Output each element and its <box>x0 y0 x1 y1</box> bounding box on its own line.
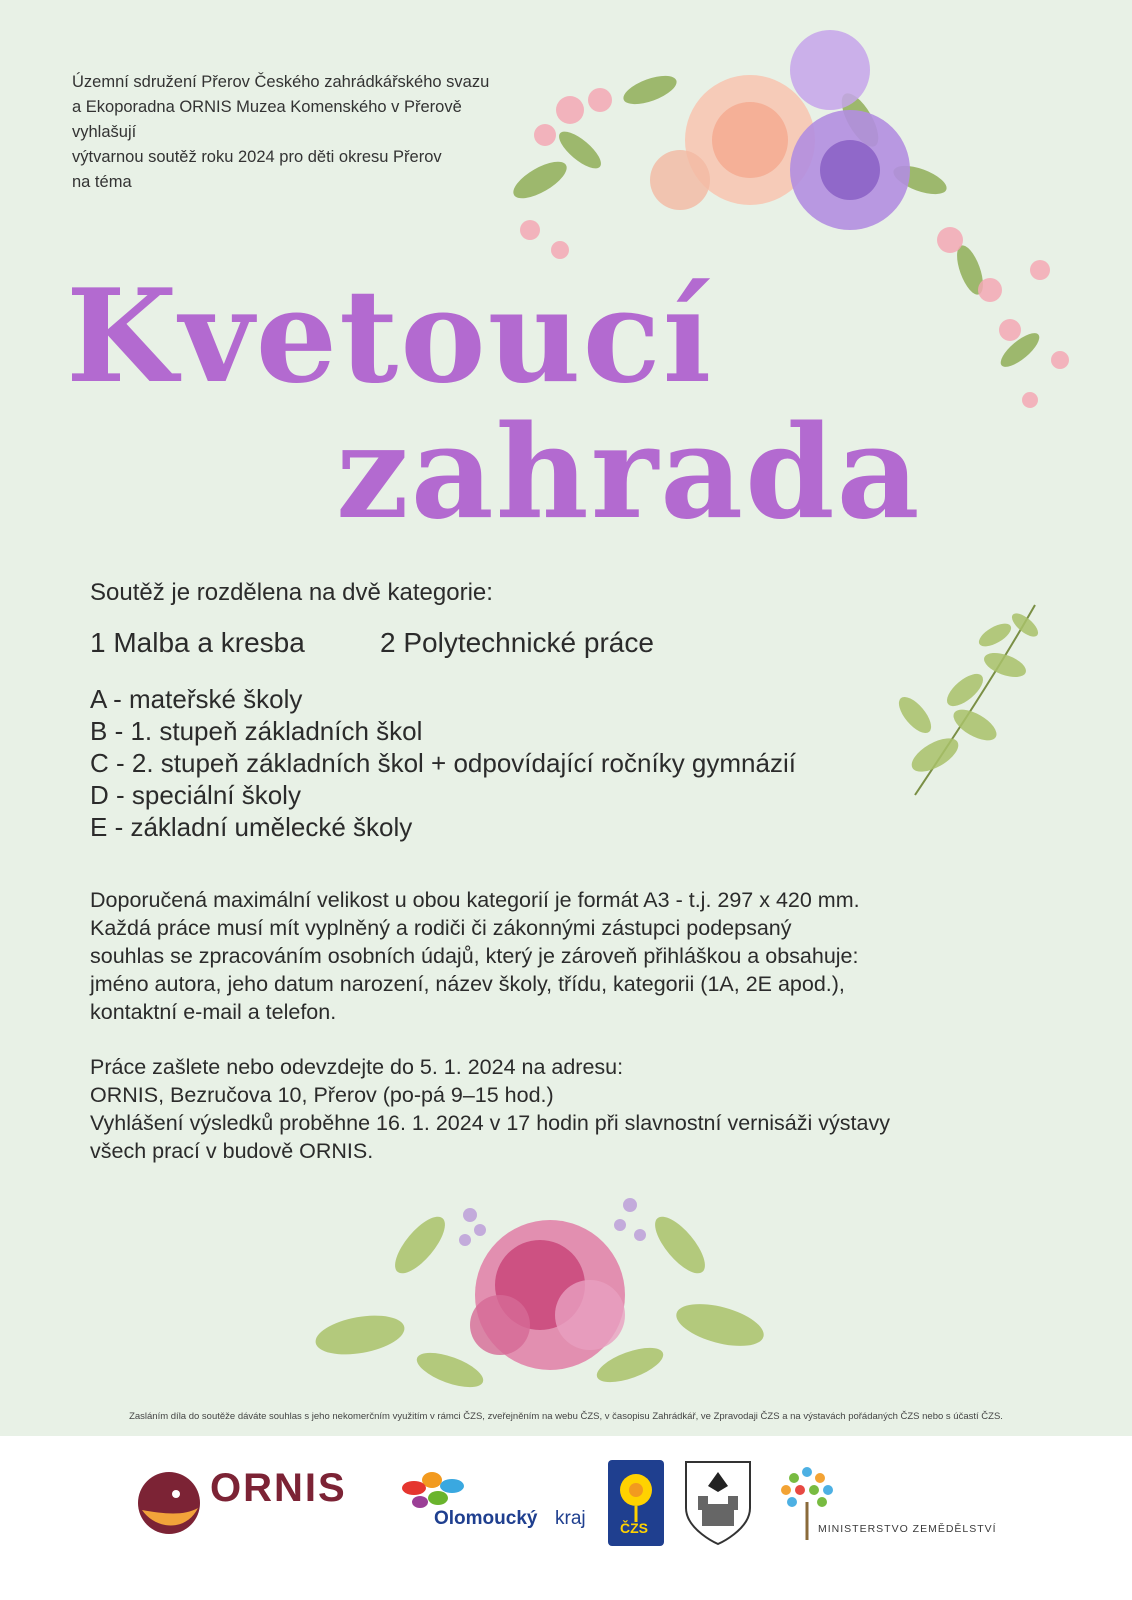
rules-line: Doporučená maximální velikost u obou kategorií je formát A3 - t.j. 297 x 420 mm. <box>90 888 860 912</box>
categories-heading: Soutěž je rozdělena na dvě kategorie: <box>90 579 493 606</box>
olomoucky-kraj-flower-icon <box>392 1470 472 1510</box>
olomoucky-logo-text: Olomoucký <box>434 1508 538 1529</box>
level-item: D - speciální školy <box>90 780 301 810</box>
czs-logo-text: ČZS <box>620 1520 648 1536</box>
category-painting: 1 Malba a kresba <box>90 627 305 658</box>
intro-line: na téma <box>72 173 132 191</box>
ornis-bird-logo-icon <box>136 1470 202 1536</box>
delivery-line: ORNIS, Bezručova 10, Přerov (po-pá 9–15 hod.) <box>90 1083 554 1107</box>
prerov-coat-of-arms-icon <box>684 1460 752 1546</box>
delivery-line: všech prací v budově ORNIS. <box>90 1139 374 1163</box>
delivery-line: Vyhlášení výsledků proběhne 16. 1. 2024 v 17 hodin při slavnostní vernisáži výstavy <box>90 1111 890 1135</box>
level-item: B - 1. stupeň základních škol <box>90 716 423 746</box>
rules-line: kontaktní e-mail a telefon. <box>90 1000 337 1024</box>
rules-line: souhlas se zpracováním osobních údajů, který je zároveň přihláškou a obsahuje: <box>90 944 859 968</box>
rules-paragraph <box>90 886 1050 1026</box>
intro-text <box>72 70 489 195</box>
delivery-line: Práce zašlete nebo odevzdejte do 5. 1. 2024 na adresu: <box>90 1055 624 1079</box>
kraj-logo-text: kraj <box>555 1508 586 1529</box>
school-levels-list <box>90 683 796 843</box>
level-item: A - mateřské školy <box>90 684 303 714</box>
leaf-sprig-illustration <box>895 595 1055 805</box>
hydrangea-bouquet-illustration <box>300 1185 790 1405</box>
delivery-paragraph <box>90 1053 1050 1165</box>
intro-line: a Ekoporadna ORNIS Muzea Komenského v Přerově <box>72 98 462 116</box>
poster-title-line2: zahrada <box>336 398 922 548</box>
category-polytechnic: 2 Polytechnické práce <box>380 627 654 658</box>
poster-title-line1: Kvetoucí <box>66 262 714 412</box>
ministry-logo-text: MINISTERSTVO ZEMĚDĚLSTVÍ <box>818 1523 997 1535</box>
rules-line: jméno autora, jeho datum narození, název školy, třídu, kategorii (1A, 2E apod.), <box>90 972 845 996</box>
ornis-logo-text: ORNIS <box>210 1466 347 1510</box>
rules-line: Každá práce musí mít vyplněný a rodiči či zákonnými zástupci podepsaný <box>90 916 792 940</box>
intro-line: vyhlašují <box>72 123 137 141</box>
consent-disclaimer: Zasláním díla do soutěže dáváte souhlas s jeho nekomerčním využitím v rámci ČZS, zveřejněním na webu ČZS, v časopisu Zahrádkář, ve Zpravodaji ČZS a na výstavách pořádaných ČZS nebo s účastí ČZS. <box>129 1411 1003 1422</box>
intro-line: výtvarnou soutěž roku 2024 pro děti okresu Přerov <box>72 148 442 166</box>
intro-line: Územní sdružení Přerov Českého zahrádkářského svazu <box>72 73 490 91</box>
level-item: C - 2. stupeň základních škol + odpovídající ročníky gymnázií <box>90 748 796 778</box>
level-item: E - základní umělecké školy <box>90 812 413 842</box>
